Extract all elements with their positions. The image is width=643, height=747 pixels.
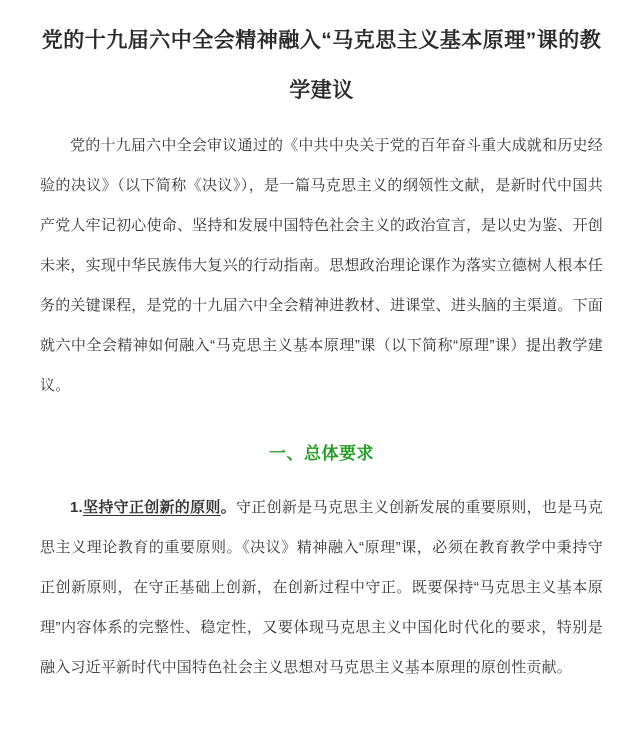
point-1-number: 1. — [70, 499, 83, 516]
point-1-paragraph — [40, 488, 603, 688]
point-1-title-period: 。 — [220, 499, 236, 516]
intro-paragraph: 党的十九届六中全会审议通过的《中共中央关于党的百年奋斗重大成就和历史经验的决议》（以下简称《决议》），是一篇马克思主义的纲领性文献，是新时代中国共产党人牢记初心使命、坚持和发展中国特色社会主义的政治宣言，是以史为鉴、开创未来，实现中华民族伟大复兴的行动指南。思想政治理论课作为落实立德树人根本任务的关键课程，是党的十九届六中全会精神进教材、进课堂、进头脑的主渠道。下面就六中全会精神如何融入“马克思主义基本原理”课（以下简称“原理”课）提出教学建议。 — [40, 137, 603, 394]
point-1-body: 守正创新是马克思主义创新发展的重要原则，也是马克思主义理论教育的重要原则。《决议》精神融入“原理”课，必须在教育教学中秉持守正创新原则，在守正基础上创新，在创新过程中守正。既要保持“马克思主义基本原理”内容体系的完整性、稳定性，又要体现马克思主义中国化时代化的要求，特别是融入习近平新时代中国特色社会主义思想对马克思主义基本原理的原创性贡献。 — [40, 499, 603, 676]
section-heading: 一、总体要求 — [269, 444, 374, 463]
point-1-title: 坚持守正创新的原则 — [82, 499, 221, 516]
document-title: 党的十九届六中全会精神融入“马克思主义基本原理”课的教学建议 — [41, 29, 602, 102]
